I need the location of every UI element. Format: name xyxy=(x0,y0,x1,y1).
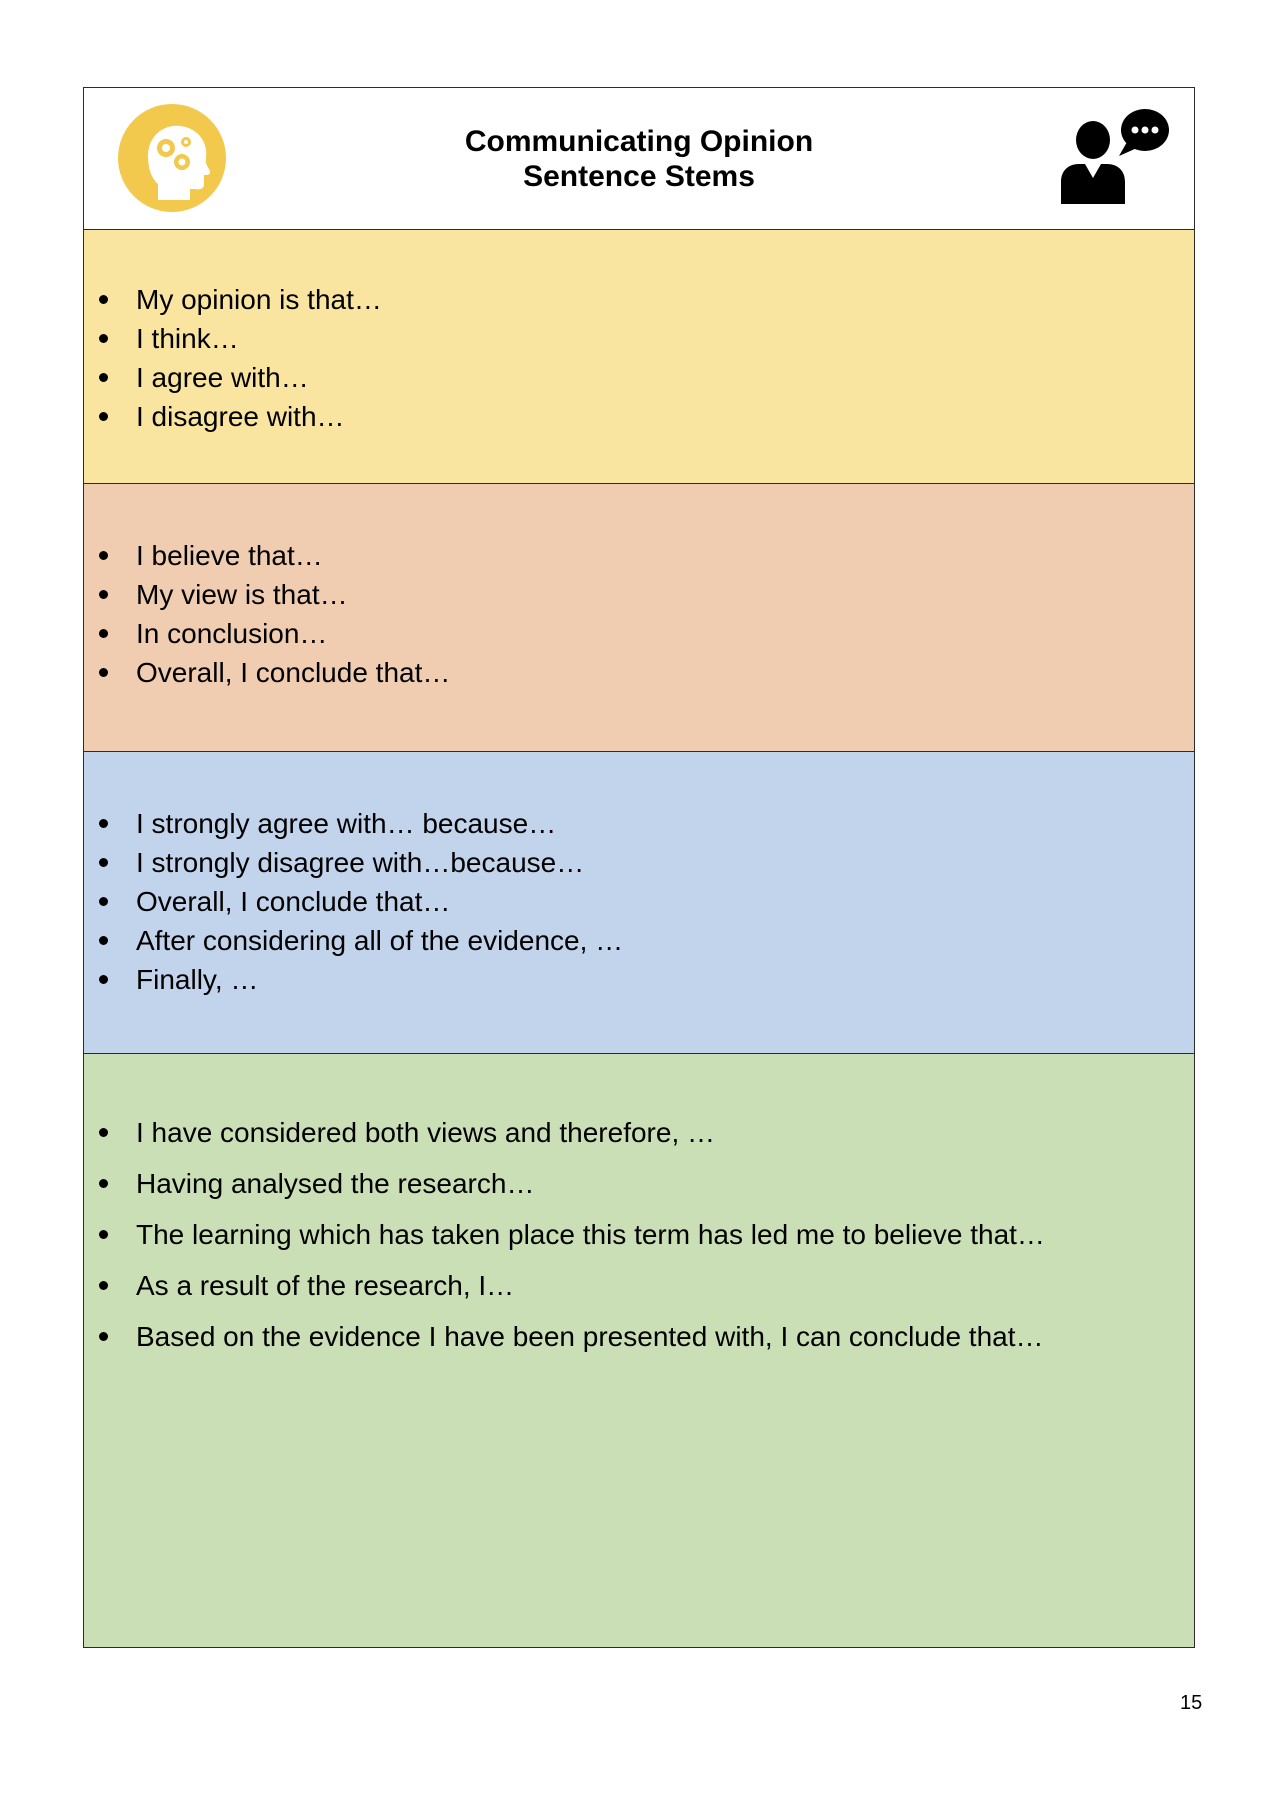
stems-section-basic xyxy=(84,230,1194,484)
worksheet-header xyxy=(84,88,1194,230)
bullet-icon xyxy=(99,551,108,560)
stems-list xyxy=(84,1107,1194,1362)
bullet-icon xyxy=(99,590,108,599)
bullet-icon xyxy=(99,1332,108,1341)
list-item: I believe that… xyxy=(84,536,1194,575)
bullet-icon xyxy=(99,858,108,867)
page-number: 15 xyxy=(1180,1692,1203,1714)
bullet-icon xyxy=(99,1281,108,1290)
bullet-icon xyxy=(99,1230,108,1239)
bullet-icon xyxy=(99,936,108,945)
person-speech-bubble-icon xyxy=(1061,108,1171,204)
bullet-icon xyxy=(99,412,108,421)
bullet-icon xyxy=(99,897,108,906)
list-item: As a result of the research, I… xyxy=(84,1260,1194,1311)
list-item: Finally, … xyxy=(84,960,1194,999)
title-line-1: Communicating Opinion xyxy=(464,125,814,158)
list-item: After considering all of the evidence, … xyxy=(84,921,1194,960)
bullet-icon xyxy=(99,295,108,304)
list-item: I strongly disagree with…because… xyxy=(84,843,1194,882)
bullet-icon xyxy=(99,1128,108,1137)
stems-section-developing xyxy=(84,484,1194,752)
list-item: I agree with… xyxy=(84,358,1194,397)
title-line-2: Sentence Stems xyxy=(523,160,755,193)
list-item: Overall, I conclude that… xyxy=(84,653,1194,692)
bullet-icon xyxy=(99,629,108,638)
list-item: I have considered both views and therefore, … xyxy=(84,1107,1194,1158)
list-item: Based on the evidence I have been presented with, I can conclude that… xyxy=(84,1311,1194,1362)
list-item: I think… xyxy=(84,319,1194,358)
bullet-icon xyxy=(99,373,108,382)
list-item: Overall, I conclude that… xyxy=(84,882,1194,921)
list-item: I strongly agree with… because… xyxy=(84,804,1194,843)
bullet-icon xyxy=(99,668,108,677)
bullet-icon xyxy=(99,1179,108,1188)
list-item: My view is that… xyxy=(84,575,1194,614)
stems-list xyxy=(84,280,1194,436)
stems-list xyxy=(84,536,1194,692)
page-title xyxy=(84,124,1194,194)
list-item: My opinion is that… xyxy=(84,280,1194,319)
bullet-icon xyxy=(99,975,108,984)
worksheet-frame xyxy=(83,87,1195,1648)
list-item: I disagree with… xyxy=(84,397,1194,436)
bullet-icon xyxy=(99,334,108,343)
stems-section-secure xyxy=(84,752,1194,1054)
stems-section-advanced xyxy=(84,1054,1194,1647)
list-item: Having analysed the research… xyxy=(84,1158,1194,1209)
stems-list xyxy=(84,804,1194,999)
list-item: The learning which has taken place this term has led me to believe that… xyxy=(84,1209,1194,1260)
bullet-icon xyxy=(99,819,108,828)
list-item: In conclusion… xyxy=(84,614,1194,653)
